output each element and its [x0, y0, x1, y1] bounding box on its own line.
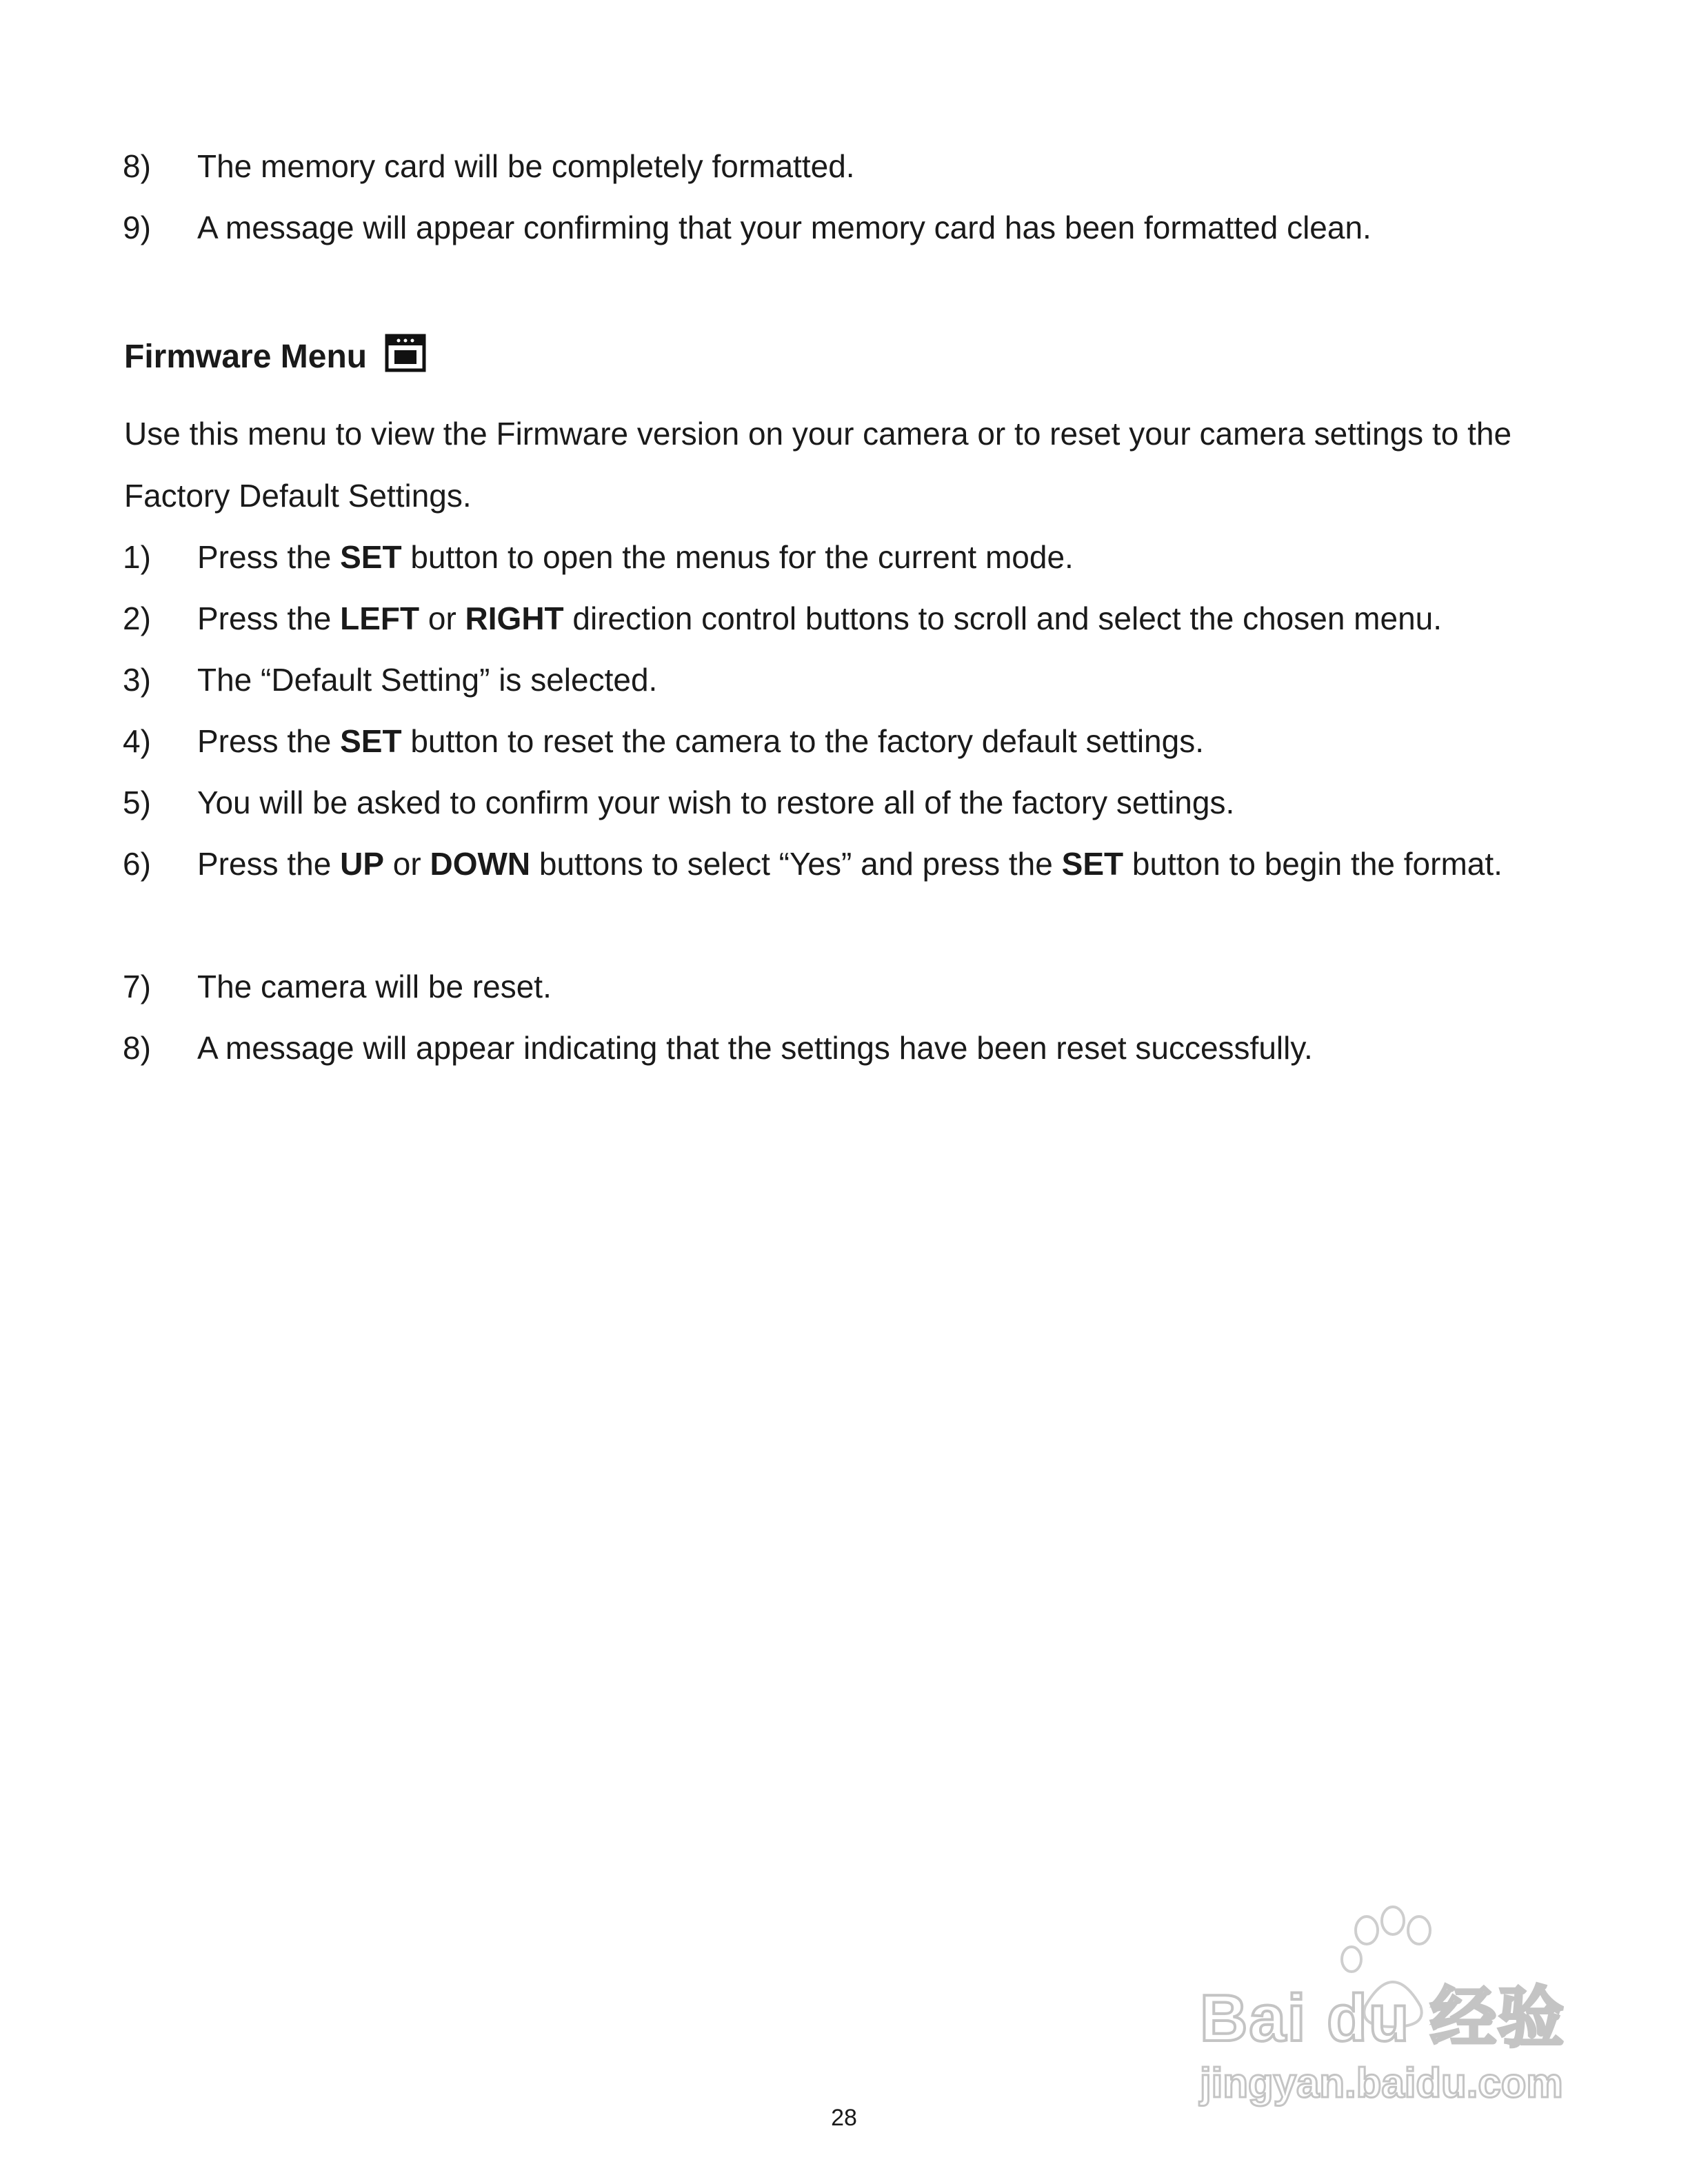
text-segment: or [384, 846, 430, 882]
text-segment: button to begin the format. [1123, 846, 1503, 882]
list-item-text [197, 833, 1569, 895]
text-segment: Press the [197, 846, 341, 882]
list-item-number: 6) [123, 846, 151, 882]
text-segment: button to reset the camera to the factory default settings. [401, 723, 1204, 759]
bold-keyword: RIGHT [465, 600, 564, 636]
text-segment: direction control buttons to scroll and select the chosen menu. [563, 600, 1443, 636]
list-item-number: 5) [123, 785, 151, 820]
firmware-menu-icon [385, 334, 426, 372]
bold-keyword: SET [1061, 846, 1124, 882]
list-item-text [197, 771, 1569, 833]
text-segment: Press the [197, 723, 341, 759]
bold-keyword: UP [340, 846, 384, 882]
section-heading [124, 336, 426, 378]
bold-keyword: DOWN [430, 846, 531, 882]
text-segment: Press the [197, 539, 341, 575]
text-segment: button to open the menus for the current mode. [401, 539, 1074, 575]
section-intro: Use this menu to view the Firmware version on your camera or to reset your camera settings to the Factory Default Settings. [124, 416, 1512, 514]
watermark-url-text: jingyan.baidu.com [1200, 2060, 1563, 2106]
list-item-text [197, 956, 1569, 1018]
list-item-number: 7) [123, 969, 151, 1004]
list-item-number: 8) [123, 148, 151, 184]
bold-keyword: SET [340, 539, 402, 575]
watermark-logo-text: Bai du 经验 [1200, 1981, 1566, 2055]
bold-keyword: SET [340, 723, 402, 759]
list-item-number: 8) [123, 1030, 151, 1066]
text-segment: The “Default Setting” is selected. [197, 662, 658, 698]
list-item-number: 4) [123, 723, 151, 759]
text-segment: The camera will be reset. [197, 969, 552, 1004]
list-item-number: 1) [123, 539, 151, 575]
text-segment: A message will appear indicating that the settings have been reset successfully. [197, 1030, 1313, 1066]
list-item-text [197, 710, 1569, 772]
list-item-text: The memory card will be completely formatted. [197, 148, 855, 184]
text-segment: or [419, 600, 465, 636]
text-segment: buttons to select “Yes” and press the [530, 846, 1062, 882]
bold-keyword: LEFT [340, 600, 420, 636]
section-title: Firmware Menu [124, 338, 368, 375]
baidu-watermark [1186, 1903, 1600, 2110]
list-item-number: 2) [123, 600, 151, 636]
text-segment: You will be asked to confirm your wish to restore all of the factory settings. [197, 785, 1235, 820]
list-item-text [197, 526, 1569, 588]
list-item-text [197, 649, 1569, 711]
page-number: 28 [831, 2105, 857, 2131]
list-item-text: A message will appear confirming that your memory card has been formatted clean. [197, 210, 1372, 245]
list-item-text [197, 587, 1569, 649]
list-item-number: 3) [123, 662, 151, 698]
list-item-text [197, 1017, 1569, 1079]
list-item-number: 9) [123, 210, 151, 245]
text-segment: Press the [197, 600, 341, 636]
